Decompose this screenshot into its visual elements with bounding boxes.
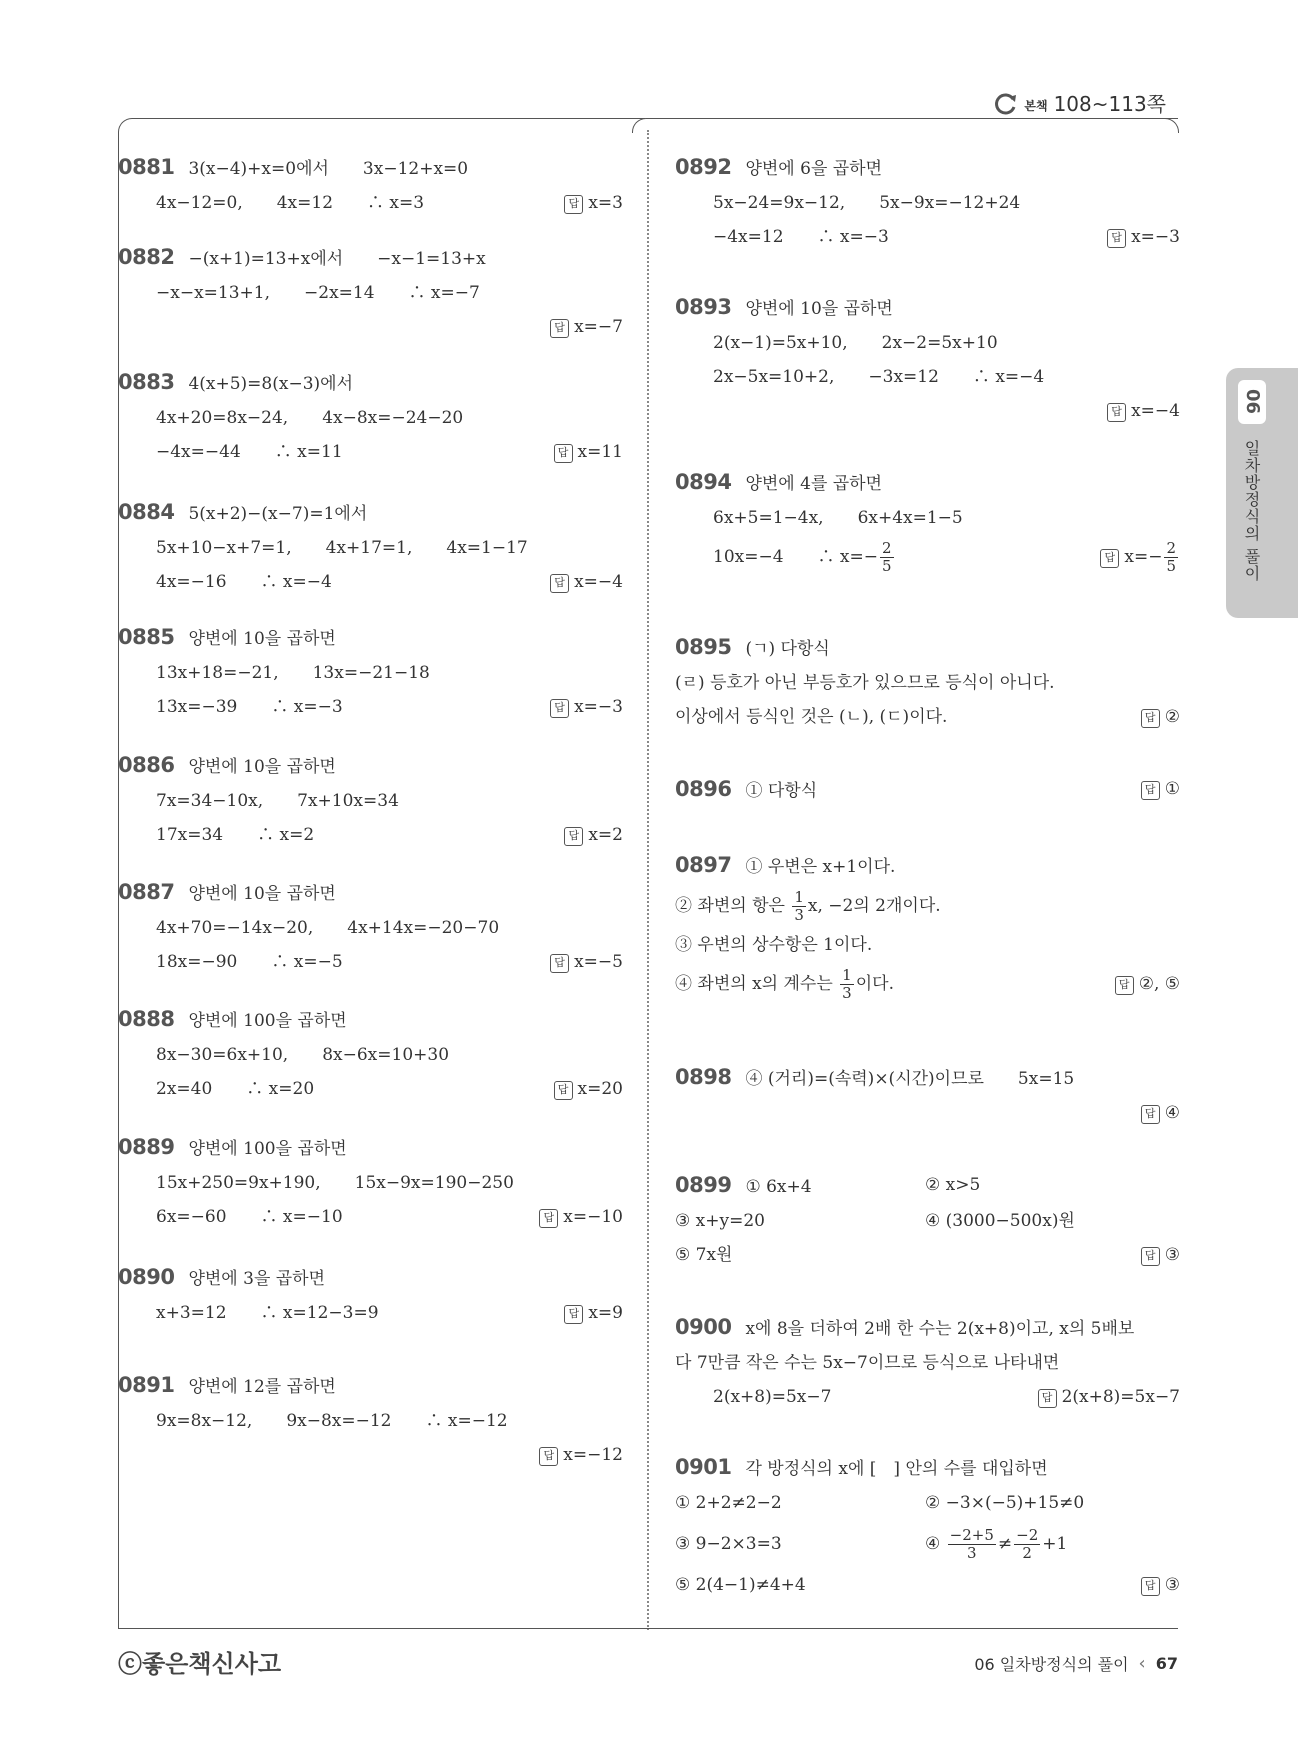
reference-label: 본책 [1024, 99, 1048, 113]
answer [550, 565, 623, 599]
problem-line: ④ 좌변의 x의 계수는 [675, 974, 839, 994]
problem-number: 0886 [118, 753, 175, 777]
answer [1141, 700, 1180, 734]
choice: ① 2+2≠2−2 [675, 1493, 782, 1513]
answer-value: x=−12 [563, 1445, 623, 1465]
problem-line: 양변에 10을 곱하면 [188, 629, 336, 649]
answer [1100, 535, 1180, 579]
answer [1107, 394, 1180, 428]
answer-value: x=−5 [574, 952, 623, 972]
problem-line: 8x−30=6x+10, 8x−6x=10+30 [156, 1045, 450, 1065]
choice: ③ x+y=20 [675, 1211, 765, 1231]
problem-line: 15x+250=9x+190, 15x−9x=190−250 [156, 1173, 514, 1193]
problem-line: 다 7만큼 작은 수는 5x−7이므로 등식으로 나타내면 [675, 1353, 1060, 1373]
problem-0886 [118, 748, 623, 852]
right-column-frame-corner [1158, 118, 1179, 133]
answer [564, 1296, 623, 1330]
answer-value: x=20 [577, 1079, 623, 1099]
problem-line: 6x=−60 ∴ x=−10 [156, 1207, 343, 1227]
problem-line: 이상에서 등식인 것은 (ㄴ), (ㄷ)이다. [675, 707, 948, 727]
problem-line: ④ (거리)=(속력)×(시간)이므로 5x=15 [745, 1069, 1075, 1089]
footer-rule [118, 1628, 1178, 1629]
answer-icon: 답 [550, 574, 569, 593]
problem-0900 [675, 1310, 1180, 1414]
problem-number: 0883 [118, 370, 175, 394]
problem-0891 [118, 1368, 623, 1472]
answer [564, 818, 623, 852]
problem-line: −(x+1)=13+x에서 −x−1=13+x [188, 249, 486, 269]
problem-line: 양변에 3을 곱하면 [188, 1269, 326, 1289]
problem-line: x+3=12 ∴ x=12−3=9 [156, 1303, 379, 1323]
problem-line: 양변에 100을 곱하면 [188, 1139, 347, 1159]
footer-chapter: 06 일차방정식의 풀이 [974, 1655, 1129, 1674]
problem-0890 [118, 1260, 623, 1330]
answer-icon: 답 [1038, 1389, 1057, 1408]
fraction: $\frac{2}{5}$ [1166, 539, 1176, 575]
answer-icon: 답 [564, 1305, 583, 1324]
answer-value: x=9 [588, 1303, 623, 1323]
problem-0884 [118, 495, 623, 599]
answer-icon: 답 [550, 699, 569, 718]
problem-0881 [118, 150, 623, 220]
problem-line: 2(x+8)=5x−7 [713, 1387, 832, 1407]
problem-line: 7x=34−10x, 7x+10x=34 [156, 791, 399, 811]
problem-0899 [675, 1168, 1180, 1272]
answer-value: x=− [1124, 547, 1163, 567]
answer-icon: 답 [554, 1081, 573, 1100]
fraction: $\frac{1}{3}$ [842, 966, 852, 1002]
answer-icon: 답 [1141, 1577, 1160, 1596]
answer [1038, 1380, 1180, 1414]
choice-4: ④ $\frac{-2+5}{3}$ ≠ $\frac{-2}{2}$ +1 [925, 1526, 1068, 1562]
answer-value: ③ [1164, 1575, 1180, 1595]
problem-number: 0890 [118, 1265, 175, 1289]
problem-line: x에 8을 더하여 2배 한 수는 2(x+8)이고, x의 5배보 [745, 1319, 1135, 1339]
answer [1115, 962, 1180, 1006]
answer-value: x=−3 [1131, 227, 1180, 247]
problem-0889 [118, 1130, 623, 1234]
problem-number: 0898 [675, 1065, 732, 1089]
answer [1141, 772, 1180, 806]
problem-number: 0893 [675, 295, 732, 319]
problem-number: 0887 [118, 880, 175, 904]
problem-number: 0891 [118, 1373, 175, 1397]
problem-line: 양변에 12를 곱하면 [188, 1377, 336, 1397]
answer-icon: 답 [1107, 229, 1126, 248]
problem-line: 18x=−90 ∴ x=−5 [156, 952, 343, 972]
answer [539, 1200, 623, 1234]
answer-value: 2(x+8)=5x−7 [1061, 1387, 1180, 1407]
problem-0894 [675, 465, 1180, 579]
problem-line: (ㄹ) 등호가 아닌 부등호가 있으므로 등식이 아니다. [675, 673, 1055, 693]
column-divider [647, 130, 649, 1630]
problem-line: 4x+70=−14x−20, 4x+14x=−20−70 [156, 918, 500, 938]
fraction: $\frac{-2+5}{3}$ [949, 1526, 994, 1562]
answer-value: x=2 [588, 825, 623, 845]
answer-icon: 답 [550, 319, 569, 338]
reference-pages: 108~113쪽 [1053, 92, 1166, 116]
problem-line: ③ 우변의 상수항은 1이다. [675, 935, 873, 955]
answer-value: x=−4 [1131, 401, 1180, 421]
problem-line: 양변에 4를 곱하면 [745, 474, 883, 494]
answer [1141, 1568, 1180, 1602]
problem-line: 4x=−16 ∴ x=−4 [156, 572, 332, 592]
answer-value: x=11 [577, 442, 623, 462]
problem-number: 0882 [118, 245, 175, 269]
problem-0897 [675, 848, 1180, 1006]
publisher-logo: ⓒ좋은책신사고 [118, 1650, 282, 1678]
problem-line: 17x=34 ∴ x=2 [156, 825, 315, 845]
answer-icon: 답 [564, 195, 583, 214]
problem-line: 양변에 6을 곱하면 [745, 159, 883, 179]
problem-line: 2(x−1)=5x+10, 2x−2=5x+10 [713, 333, 998, 353]
answer-value: x=−7 [574, 317, 623, 337]
answer-value: x=−3 [574, 697, 623, 717]
problem-line: 4x+20=8x−24, 4x−8x=−24−20 [156, 408, 464, 428]
answer-value: ③ [1164, 1245, 1180, 1265]
problem-0883 [118, 365, 623, 469]
problem-number: 0885 [118, 625, 175, 649]
problem-line: ② 좌변의 항은 [675, 896, 791, 916]
choice: ④ (3000−500x)원 [925, 1211, 1075, 1231]
answer [1141, 1096, 1180, 1130]
chapter-title-vertical: 일차방정식의 풀이 [1242, 440, 1261, 583]
problem-0901 [675, 1450, 1180, 1602]
answer-icon: 답 [564, 827, 583, 846]
problem-line: x, −2의 2개이다. [807, 896, 941, 916]
answer [550, 690, 623, 724]
answer-icon: 답 [539, 1209, 558, 1228]
problem-line: 이다. [855, 974, 894, 994]
problem-line: 양변에 10을 곱하면 [745, 299, 893, 319]
problem-line: 4x−12=0, 4x=12 ∴ x=3 [156, 193, 425, 213]
answer-icon: 답 [1107, 403, 1126, 422]
problem-number: 0889 [118, 1135, 175, 1159]
problem-number: 0881 [118, 155, 175, 179]
fraction: $\frac{2}{5}$ [882, 539, 892, 575]
problem-0893 [675, 290, 1180, 428]
problem-line: ① 우변은 x+1이다. [745, 857, 896, 877]
refresh-arrow-icon [992, 91, 1018, 117]
footer-chapter-info [974, 1652, 1178, 1675]
answer-value: ② [1164, 707, 1180, 727]
answer-value: ① [1164, 779, 1180, 799]
choice: ② −3×(−5)+15≠0 [925, 1493, 1085, 1513]
problem-line: 2x−5x=10+2, −3x=12 ∴ x=−4 [713, 367, 1045, 387]
answer-icon: 답 [550, 954, 569, 973]
page-reference [992, 88, 1166, 117]
problem-number: 0884 [118, 500, 175, 524]
problem-0896 [675, 772, 1180, 808]
answer [550, 310, 623, 344]
problem-line: 양변에 10을 곱하면 [188, 757, 336, 777]
problem-0887 [118, 875, 623, 979]
problem-line: 2x=40 ∴ x=20 [156, 1079, 315, 1099]
answer [539, 1438, 623, 1472]
problem-line: 5x−24=9x−12, 5x−9x=−12+24 [713, 193, 1021, 213]
problem-line: ① 다항식 [745, 781, 818, 801]
answer [1141, 1238, 1180, 1272]
answer [550, 945, 623, 979]
problem-line: (ㄱ) 다항식 [745, 639, 830, 659]
answer-icon: 답 [1141, 1105, 1160, 1124]
problem-number: 0899 [675, 1173, 732, 1197]
problem-line: −x−x=13+1, −2x=14 ∴ x=−7 [156, 283, 480, 303]
fraction: $\frac{-2}{2}$ [1016, 1526, 1039, 1562]
problem-0888 [118, 1002, 623, 1106]
choice: ③ 9−2×3=3 [675, 1534, 782, 1554]
problem-number: 0892 [675, 155, 732, 179]
answer [554, 435, 623, 469]
problem-line: 9x=8x−12, 9x−8x=−12 ∴ x=−12 [156, 1411, 508, 1431]
problem-line: 양변에 100을 곱하면 [188, 1011, 347, 1031]
problem-0882 [118, 240, 623, 344]
choice: ⑤ 2(4−1)≠4+4 [675, 1575, 806, 1595]
chevron-left-icon: ‹ [1138, 1653, 1146, 1674]
problem-line: 4(x+5)=8(x−3)에서 [188, 374, 353, 394]
problem-line: 10x=−4 ∴ x=− [713, 547, 879, 567]
problem-0892 [675, 150, 1180, 254]
problem-number: 0900 [675, 1315, 732, 1339]
problem-0898 [675, 1060, 1180, 1130]
answer-icon: 답 [539, 1447, 558, 1466]
problem-number: 0896 [675, 777, 732, 801]
problem-line: 각 방정식의 x에 [ ] 안의 수를 대입하면 [745, 1459, 1048, 1479]
answer-icon: 답 [1141, 781, 1160, 800]
answer-icon: 답 [554, 444, 573, 463]
problem-number: 0894 [675, 470, 732, 494]
fraction: $\frac{1}{3}$ [794, 888, 804, 924]
problem-number: 0888 [118, 1007, 175, 1031]
answer-value: x=−4 [574, 572, 623, 592]
answer-icon: 답 [1141, 709, 1160, 728]
problem-line: 13x+18=−21, 13x=−21−18 [156, 663, 430, 683]
answer [1107, 220, 1180, 254]
answer-value: ④ [1164, 1103, 1180, 1123]
choice: ① 6x+4 [745, 1177, 812, 1197]
problem-line: 6x+5=1−4x, 6x+4x=1−5 [713, 508, 963, 528]
problem-line: 양변에 10을 곱하면 [188, 884, 336, 904]
chapter-number: 06 [1238, 380, 1266, 424]
problem-line: 5x+10−x+7=1, 4x+17=1, 4x=1−17 [156, 538, 528, 558]
answer-icon: 답 [1100, 549, 1119, 568]
choice: ⑤ 7x원 [675, 1245, 733, 1265]
answer-value: ②, ⑤ [1138, 974, 1180, 994]
problem-0895 [675, 630, 1180, 734]
page-number: 67 [1155, 1654, 1178, 1673]
problem-number: 0901 [675, 1455, 732, 1479]
answer [554, 1072, 623, 1106]
problem-line: 3(x−4)+x=0에서 3x−12+x=0 [188, 159, 469, 179]
answer [564, 186, 623, 220]
answer-icon: 답 [1115, 976, 1134, 995]
right-column-frame [648, 118, 1178, 119]
choice: ② x>5 [925, 1175, 981, 1195]
problem-line: −4x=−44 ∴ x=11 [156, 442, 343, 462]
problem-number: 0897 [675, 853, 732, 877]
answer-icon: 답 [1141, 1247, 1160, 1266]
problem-number: 0895 [675, 635, 732, 659]
problem-line: 13x=−39 ∴ x=−3 [156, 697, 343, 717]
answer-value: x=3 [588, 193, 623, 213]
problem-0885 [118, 620, 623, 724]
answer-value: x=−10 [563, 1207, 623, 1227]
problem-line: −4x=12 ∴ x=−3 [713, 227, 889, 247]
problem-line: 5(x+2)−(x−7)=1에서 [188, 504, 368, 524]
